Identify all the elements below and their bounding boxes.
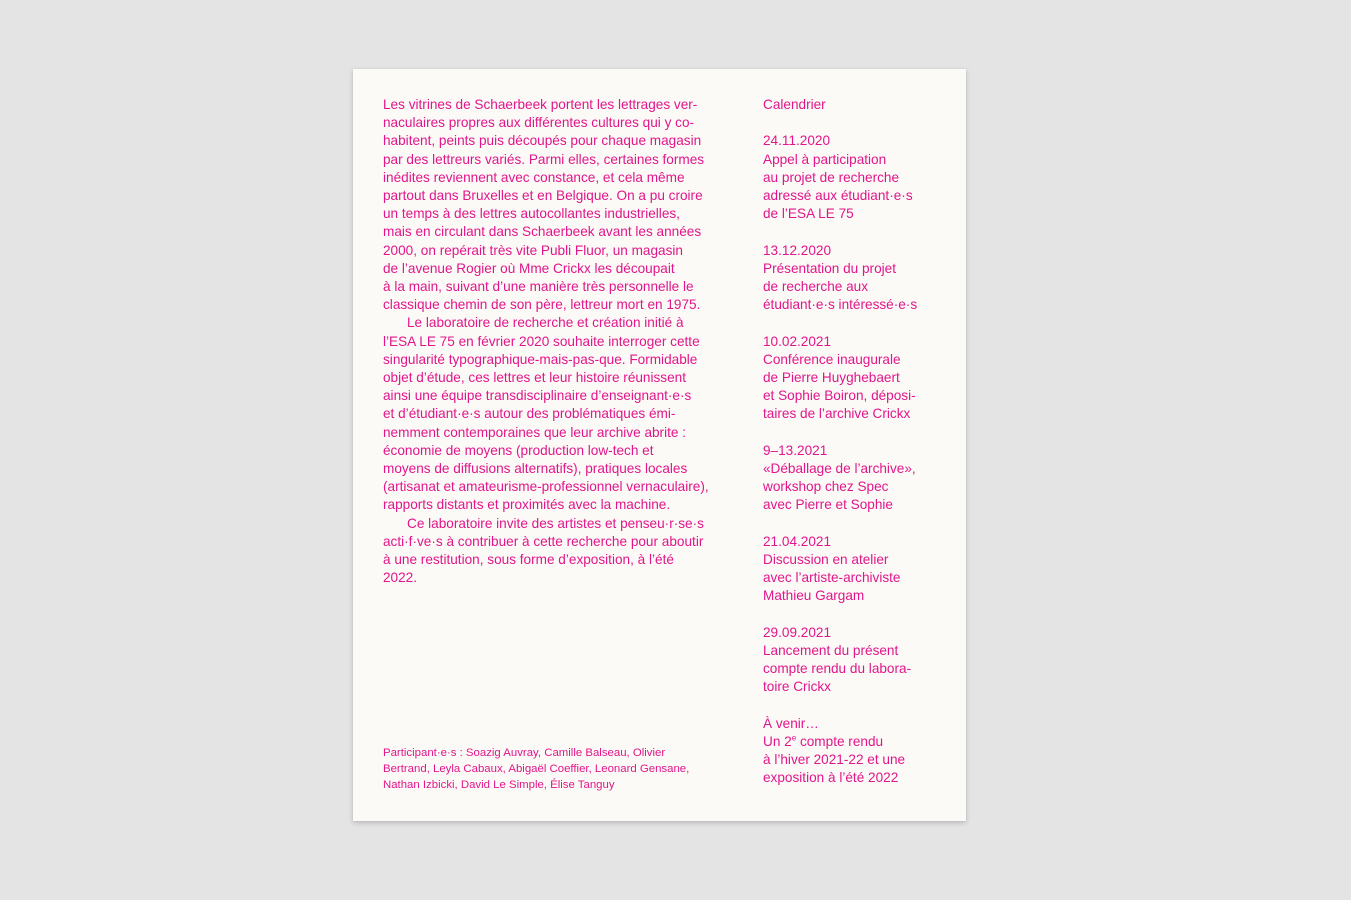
text-line: à la main, suivant d’une manière très personnelle le — [383, 279, 694, 295]
text-line: 2000, on repérait très vite Publi Fluor, un magasin — [383, 242, 683, 258]
text-line: inédites reviennent avec constance, et cela même — [383, 169, 685, 185]
text-line: Ce laboratoire invite des artistes et penseu·r·se·s — [407, 515, 704, 531]
paragraph-3 — [383, 515, 755, 588]
participants-credits — [383, 745, 755, 793]
upcoming-line: à l’hiver 2021-22 et une — [763, 752, 906, 768]
calendar-date: 10.02.2021 — [763, 333, 832, 349]
upcoming-line — [763, 733, 953, 751]
text-line: moyens de diffusions alternatifs), pratiques locales — [383, 461, 688, 477]
text-line: ainsi une équipe transdisciplinaire d’enseignant·e·s — [383, 388, 692, 404]
credits-line: Bertrand, Leyla Cabaux, Abigaël Coeffier, Leonard Gensane, — [383, 763, 690, 775]
calendar-text-line: «Déballage de l’archive», — [763, 461, 916, 476]
calendar-text-line: et Sophie Boiron, déposi- — [763, 388, 916, 404]
calendar-text-line: toire Crickx — [763, 679, 831, 695]
text-line: par des lettreurs variés. Parmi elles, certaines formes — [383, 151, 705, 167]
main-text-column — [383, 96, 755, 587]
text-line: 2022. — [383, 570, 418, 586]
upcoming-title: À venir… — [763, 715, 819, 731]
printed-sheet — [353, 69, 966, 821]
calendar-text-line: Conférence inaugurale — [763, 351, 901, 367]
calendar-date: 13.12.2020 — [763, 242, 832, 258]
text-line: Le laboratoire de recherche et création initié à — [407, 315, 684, 331]
text-line: rapports distants et proximités avec la machine. — [383, 497, 671, 513]
calendar-text-line: Mathieu Gargam — [763, 588, 865, 604]
paragraph-1 — [383, 96, 755, 314]
text-line: à une restitution, sous forme d’exposition, à l’été — [383, 552, 674, 568]
calendar-text-line: de recherche aux — [763, 279, 869, 294]
calendar-entry — [763, 242, 953, 315]
calendar-text-line: Présentation du projet — [763, 260, 897, 276]
calendar-entry — [763, 533, 953, 606]
calendar-date: 21.04.2021 — [763, 533, 832, 549]
text-line: classique chemin de son père, lettreur mort en 1975. — [383, 297, 701, 313]
calendar-upcoming — [763, 715, 953, 788]
calendar-text-line: workshop chez Spec — [763, 479, 889, 495]
credits-line: Nathan Izbicki, David Le Simple, Élise Tanguy — [383, 779, 615, 791]
text-line: de l’avenue Rogier où Mme Crickx les découpait — [383, 260, 675, 276]
calendar-text-line: de l’ESA LE 75 — [763, 206, 854, 222]
calendar-heading: Calendrier — [763, 97, 826, 112]
calendar-date: 29.09.2021 — [763, 624, 832, 640]
calendar-text-line: Appel à participation — [763, 151, 887, 167]
upcoming-line-end: compte rendu — [796, 734, 884, 749]
text-line: économie de moyens (production low-tech et — [383, 442, 654, 458]
calendar-text-line: taires de l’archive Crickx — [763, 406, 911, 422]
calendar-text-line: étudiant·e·s intéressé·e·s — [763, 297, 918, 313]
calendar-text-line: adressé aux étudiant·e·s — [763, 188, 913, 203]
text-line: singularité typographique-mais-pas-que. Formidable — [383, 351, 698, 367]
text-line: habitent, peints puis découpés pour chaque magasin — [383, 133, 702, 149]
paragraph-2 — [383, 314, 755, 514]
upcoming-line: exposition à l’été 2022 — [763, 770, 899, 786]
calendar-text-line: compte rendu du labora- — [763, 661, 912, 677]
text-line: acti·f·ve·s à contribuer à cette recherche pour aboutir — [383, 533, 704, 549]
text-line: Les vitrines de Schaerbeek portent les lettrages ver- — [383, 97, 698, 112]
calendar-entry — [763, 132, 953, 223]
calendar-entry — [763, 442, 953, 515]
text-line: partout dans Bruxelles et en Belgique. On a pu croire — [383, 188, 703, 204]
text-line: et d’étudiant·e·s autour des problématiques émi- — [383, 406, 676, 422]
calendar-text-line: au projet de recherche — [763, 169, 900, 185]
text-line: un temps à des lettres autocollantes industrielles, — [383, 206, 680, 222]
calendar-date: 9–13.2021 — [763, 442, 828, 458]
calendar-text-line: Discussion en atelier — [763, 552, 889, 567]
credits-line: Participant·e·s : Soazig Auvray, Camille Balseau, Olivier — [383, 747, 666, 759]
calendar-text-line: de Pierre Huyghebaert — [763, 370, 900, 385]
ordinal-superscript: e — [791, 733, 797, 743]
calendar-entry — [763, 333, 953, 424]
calendar-column — [763, 96, 953, 788]
calendar-entry — [763, 624, 953, 697]
text-line: nemment contemporaines que leur archive abrite : — [383, 424, 686, 440]
text-line: l’ESA LE 75 en février 2020 souhaite interroger cette — [383, 333, 700, 349]
text-line: (artisanat et amateurisme-professionnel vernaculaire), — [383, 479, 709, 495]
upcoming-line-start: Un 2 — [763, 734, 792, 749]
calendar-text-line: Lancement du présent — [763, 643, 899, 658]
calendar-text-line: avec Pierre et Sophie — [763, 497, 893, 513]
calendar-text-line: avec l’artiste-archiviste — [763, 570, 901, 586]
text-line: mais en circulant dans Schaerbeek avant les années — [383, 224, 702, 240]
text-line: naculaires propres aux différentes cultures qui y co- — [383, 115, 695, 131]
calendar-date: 24.11.2020 — [763, 133, 831, 149]
text-line: objet d’étude, ces lettres et leur histoire réunissent — [383, 370, 687, 386]
